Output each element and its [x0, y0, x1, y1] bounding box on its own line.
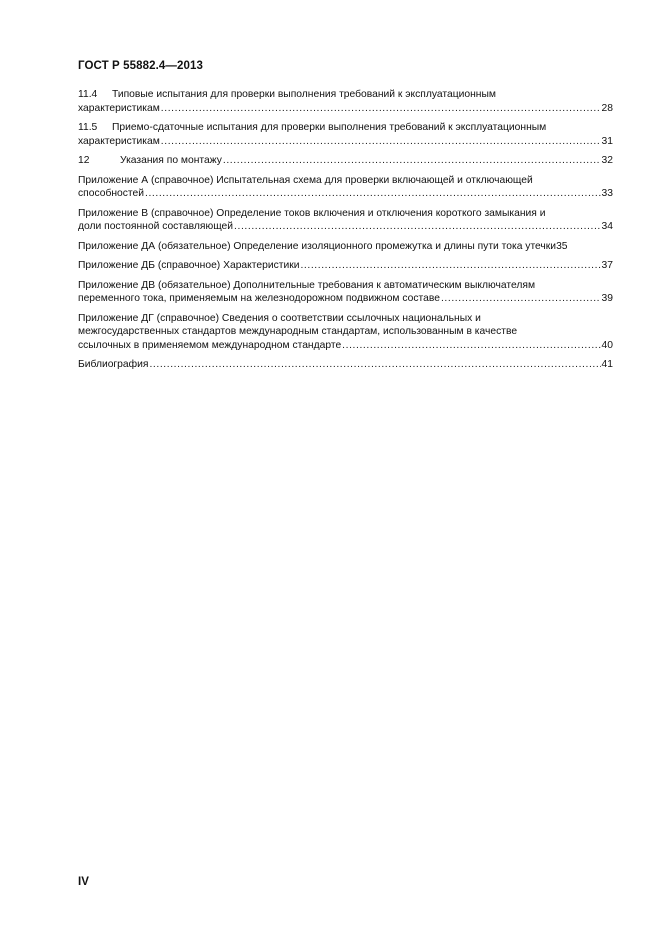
dot-leader — [342, 339, 600, 353]
toc-page-number: 28 — [601, 102, 613, 114]
toc-entry-appendix-da[interactable] — [78, 240, 613, 254]
toc-entry-text: ссылочных в применяемом международном стандарте — [78, 339, 342, 351]
page-number: IV — [78, 876, 89, 888]
toc-entry-appendix-db[interactable] — [78, 259, 613, 273]
dot-leader — [223, 154, 601, 168]
dot-leader — [441, 292, 601, 306]
toc-page-number: 33 — [601, 188, 613, 199]
dot-leader — [234, 220, 600, 234]
dot-leader — [300, 259, 600, 273]
toc-entry-appendix-dv[interactable] — [78, 279, 613, 306]
dot-leader — [149, 358, 600, 372]
toc-entry-appendix-b[interactable] — [78, 207, 613, 234]
toc-entry-text: Библиография — [78, 359, 149, 370]
toc-page-number: 34 — [601, 221, 613, 232]
toc-page-number: 35 — [556, 240, 568, 252]
toc-entry-11-4[interactable] — [78, 88, 613, 115]
toc-page-number: 32 — [601, 155, 613, 166]
toc-entry-text: 11.5 Приемо-сдаточные испытания для проверки выполнения требований к эксплуатационным — [78, 122, 547, 133]
document-header: ГОСТ Р 55882.4—2013 — [78, 60, 203, 72]
toc-entry-text: доли постоянной составляющей — [78, 221, 234, 232]
dot-leader — [145, 187, 601, 201]
toc-page-number: 40 — [601, 339, 613, 351]
toc-entry-text: способностей — [78, 188, 144, 199]
dot-leader — [161, 135, 601, 149]
dot-leader — [161, 102, 601, 116]
toc-entry-text: Приложение В (справочное) Определение токов включения и отключения короткого замыкания и — [78, 207, 546, 219]
toc-page-number: 41 — [601, 359, 613, 370]
toc-entry-text: 11.4 Типовые испытания для проверки выполнения требований к эксплуатационным — [78, 89, 496, 100]
toc-entry-text: Приложение А (справочное) Испытательная схема для проверки включающей и отключающей — [78, 174, 533, 186]
toc-entry-text: межгосударственных стандартов международным стандартам, использованным в качестве — [78, 326, 518, 337]
toc-entry-text: Приложение ДГ (справочное) Сведения о соответствии ссылочных национальных и — [78, 312, 481, 324]
toc-entry-12[interactable] — [78, 154, 613, 168]
toc-entry-bibliography[interactable] — [78, 358, 613, 372]
toc-entry-text: характеристикам — [78, 102, 160, 114]
toc-entry-text: Приложение ДВ (обязательное) Дополнительные требования к автоматическим выключателям — [78, 279, 536, 291]
toc-entry-text: характеристикам — [78, 135, 160, 147]
toc-page-number: 31 — [601, 135, 613, 147]
toc-entry-appendix-a[interactable] — [78, 174, 613, 201]
toc-page-number: 39 — [601, 293, 613, 304]
table-of-contents — [78, 88, 613, 378]
toc-entry-text: переменного тока, применяемым на железнодорожном подвижном составе — [78, 293, 440, 304]
toc-entry-text: Приложение ДБ (справочное) Характеристики — [78, 260, 300, 271]
toc-entry-text: Приложение ДА (обязательное) Определение изоляционного промежутка и длины пути тока утечки — [78, 240, 557, 252]
toc-page-number: 37 — [601, 260, 613, 271]
toc-entry-11-5[interactable] — [78, 121, 613, 148]
toc-entry-appendix-dg[interactable] — [78, 312, 613, 353]
toc-entry-text: 12 Указания по монтажу — [78, 155, 222, 166]
